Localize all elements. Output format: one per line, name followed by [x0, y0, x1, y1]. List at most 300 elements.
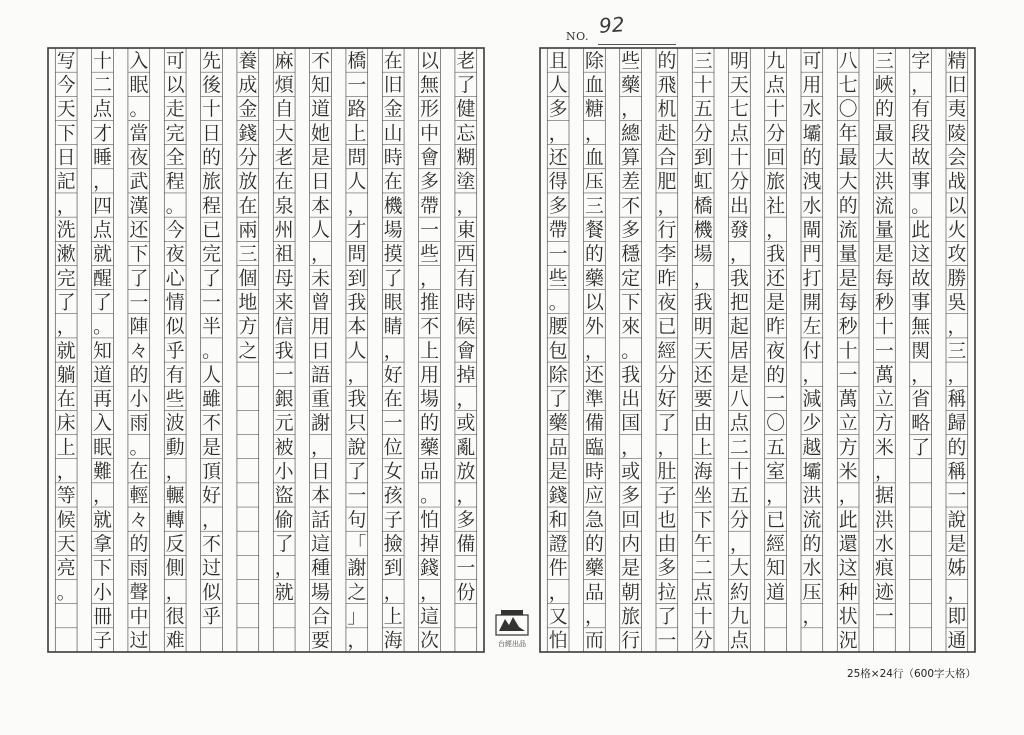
handwritten-char: 过 [129, 630, 149, 652]
handwritten-char: 會 [420, 147, 439, 169]
handwritten-char: 先 [202, 50, 221, 72]
handwritten-char: ， [93, 485, 112, 507]
handwritten-char: 再 [93, 389, 112, 411]
handwritten-char: 有 [456, 268, 476, 290]
handwritten-char: 陣 [129, 316, 149, 338]
handwritten-char: ， [420, 268, 439, 290]
handwritten-char: 了 [56, 292, 76, 314]
handwritten-char: 壩 [802, 461, 822, 483]
handwritten-char: 的 [657, 50, 677, 72]
handwritten-char: 要 [311, 630, 330, 652]
handwritten-char: 的 [420, 413, 439, 435]
handwritten-char: 天 [693, 340, 713, 362]
handwritten-char: 分 [693, 123, 713, 145]
handwritten-char: 夜 [129, 147, 149, 169]
handwritten-char: 聲 [129, 582, 149, 604]
handwritten-char: ， [584, 606, 604, 628]
handwritten-char: 難 [93, 461, 112, 483]
publisher-logo-icon [495, 609, 529, 637]
handwritten-char: 忘 [456, 123, 476, 145]
handwritten-char: 件 [548, 558, 568, 580]
handwritten-char: 九 [766, 50, 786, 72]
handwritten-char: 量 [874, 219, 894, 241]
handwritten-char: 等 [56, 485, 76, 507]
handwritten-char: 国 [621, 413, 641, 435]
handwritten-char: 武 [129, 171, 149, 193]
handwritten-char: 夷 [947, 99, 967, 121]
handwritten-char: 無 [911, 316, 931, 338]
handwritten-char: ， [947, 364, 967, 386]
handwritten-char: 眼 [383, 292, 403, 314]
handwritten-char: 点 [693, 582, 713, 604]
handwritten-char: 門 [802, 244, 822, 266]
handwritten-char: 事 [911, 171, 931, 193]
handwritten-char: 我 [274, 340, 294, 362]
handwritten-char: 東 [456, 219, 476, 241]
handwritten-char: 海 [693, 461, 713, 483]
handwritten-char: 肥 [657, 171, 677, 193]
handwritten-char: 流 [874, 195, 894, 217]
handwritten-char: 州 [274, 219, 294, 241]
handwritten-char: 一 [129, 292, 149, 314]
handwritten-char: 備 [456, 534, 476, 556]
handwritten-char: 行 [657, 219, 677, 241]
handwritten-char: 穩 [621, 244, 641, 266]
handwritten-char: 字 [911, 50, 931, 72]
handwritten-char: ， [383, 340, 403, 362]
handwritten-char: 可 [802, 50, 822, 72]
handwritten-char: 道 [93, 364, 112, 386]
handwritten-char: 我 [766, 244, 786, 266]
handwritten-char: 頂 [202, 461, 221, 483]
handwritten-char: 以 [420, 50, 439, 72]
handwritten-char: 合 [311, 606, 330, 628]
handwritten-char: 虹 [693, 171, 713, 193]
handwritten-char: 故 [911, 268, 931, 290]
handwritten-char: 記 [56, 171, 76, 193]
handwritten-char: 日 [56, 147, 76, 169]
handwritten-char: 問 [347, 244, 367, 266]
handwritten-char: 以 [165, 75, 185, 97]
page-number-label: NO. [566, 30, 589, 43]
handwritten-char: 冊 [93, 606, 112, 628]
handwritten-char: 似 [202, 582, 221, 604]
handwritten-char: 走 [165, 99, 185, 121]
handwritten-char: 到 [693, 147, 713, 169]
handwritten-char: 些 [420, 244, 439, 266]
handwritten-char: 天 [56, 534, 76, 556]
handwritten-char: 地 [238, 292, 258, 314]
handwritten-char: 上 [693, 437, 713, 459]
handwritten-char: 在 [274, 171, 294, 193]
handwritten-char: 此 [911, 219, 931, 241]
handwritten-char: 多 [657, 558, 677, 580]
handwritten-char: 一 [838, 364, 858, 386]
handwritten-char: 点 [93, 219, 112, 241]
handwritten-char: 橋 [693, 195, 713, 217]
handwritten-char: 漱 [56, 244, 76, 266]
handwritten-char: 開 [802, 292, 822, 314]
handwritten-char: 小 [129, 389, 149, 411]
handwritten-char: 完 [165, 123, 185, 145]
handwritten-char: 。 [93, 316, 112, 338]
handwritten-char: 下 [129, 244, 149, 266]
handwritten-char: 乎 [165, 340, 185, 362]
handwritten-char: 雨 [129, 558, 149, 580]
handwritten-char: 定 [621, 268, 641, 290]
handwritten-char: 些 [165, 389, 185, 411]
handwritten-char: 放 [238, 171, 258, 193]
handwritten-char: 多 [548, 99, 568, 121]
handwritten-char: 峽 [874, 75, 894, 97]
handwritten-char: 还 [548, 147, 568, 169]
handwritten-char: 備 [584, 413, 604, 435]
handwritten-char: 水 [874, 534, 894, 556]
handwritten-char: 場 [383, 219, 403, 241]
handwritten-char: 十 [93, 50, 112, 72]
handwritten-char: 似 [165, 316, 185, 338]
handwritten-char: 。 [129, 99, 149, 121]
handwritten-char: 来 [274, 292, 294, 314]
handwritten-char: 据 [874, 485, 894, 507]
handwritten-char: ， [947, 316, 967, 338]
handwritten-char: 下 [56, 123, 76, 145]
handwritten-char: 好 [657, 389, 677, 411]
handwritten-char: 水 [802, 195, 822, 217]
handwritten-char: ， [729, 534, 749, 556]
handwritten-char: 程 [165, 171, 185, 193]
handwritten-char: 是 [621, 558, 641, 580]
handwritten-char: 躺 [56, 364, 76, 386]
handwritten-char: 知 [93, 340, 112, 362]
handwritten-char: 十 [729, 147, 749, 169]
handwritten-char: ， [93, 171, 112, 193]
handwritten-char: 在 [238, 195, 258, 217]
handwritten-char: 社 [766, 195, 786, 217]
handwritten-char: 了 [274, 534, 294, 556]
handwritten-char: 七 [838, 75, 858, 97]
handwritten-char: 亮 [56, 558, 76, 580]
handwritten-char: 糖 [584, 99, 604, 121]
handwritten-char: 。 [56, 582, 76, 604]
handwritten-char: 摸 [383, 244, 403, 266]
handwritten-char: 大 [729, 558, 749, 580]
handwritten-char: 還 [838, 534, 858, 556]
handwritten-char: 位 [383, 437, 403, 459]
handwritten-char: 品 [420, 461, 439, 483]
handwritten-char: 八 [838, 50, 858, 72]
handwritten-char: 稱 [947, 461, 967, 483]
handwritten-char: 已 [766, 509, 786, 531]
handwritten-char: ， [657, 437, 677, 459]
handwritten-char: ， [802, 606, 822, 628]
handwritten-char: 重 [311, 389, 330, 411]
handwritten-char: 自 [274, 99, 294, 121]
handwritten-char: 痕 [874, 558, 894, 580]
handwritten-char: 也 [657, 509, 677, 531]
handwritten-char: 以 [584, 292, 604, 314]
handwritten-char: 上 [347, 123, 367, 145]
handwritten-char: 不 [621, 195, 641, 217]
handwritten-char: 下 [621, 292, 641, 314]
handwritten-char: 越 [802, 437, 822, 459]
right-page [540, 48, 975, 652]
handwritten-char: 人 [347, 340, 367, 362]
handwritten-char: 掉 [420, 534, 439, 556]
handwritten-char: 轉 [165, 509, 185, 531]
handwritten-char: 金 [383, 99, 403, 121]
handwritten-char: 天 [729, 75, 749, 97]
handwritten-char: 些 [548, 268, 568, 290]
handwritten-char: 的 [947, 437, 967, 459]
handwritten-char: 秒 [874, 292, 894, 314]
handwritten-char: 外 [584, 316, 604, 338]
handwritten-char: 偷 [274, 509, 294, 531]
handwritten-char: 立 [838, 413, 858, 435]
handwritten-char: 段 [911, 123, 931, 145]
handwritten-char: 々 [129, 509, 149, 531]
handwritten-char: 午 [693, 534, 713, 556]
handwritten-char: 已 [202, 219, 221, 241]
handwritten-char: 到 [347, 268, 367, 290]
handwritten-char: 二 [693, 558, 713, 580]
handwritten-char: 居 [729, 340, 749, 362]
handwritten-char: 麻 [274, 50, 294, 72]
handwritten-char: 点 [766, 75, 786, 97]
handwritten-char: 句 [347, 509, 367, 531]
handwritten-char: 場 [420, 389, 439, 411]
handwritten-char: 水 [802, 99, 822, 121]
handwritten-char: 十 [693, 75, 713, 97]
handwritten-char: 迹 [874, 582, 894, 604]
handwritten-char: 兩 [238, 219, 258, 241]
handwritten-char: 起 [729, 316, 749, 338]
handwritten-char: 大 [274, 123, 294, 145]
handwritten-char: 程 [202, 195, 221, 217]
handwritten-char: 是 [874, 244, 894, 266]
handwritten-char: 还 [584, 364, 604, 386]
handwritten-char: 才 [347, 219, 367, 241]
handwritten-char: 还 [129, 219, 149, 241]
handwritten-char: 五 [693, 99, 713, 121]
handwritten-char: 此 [838, 509, 858, 531]
handwritten-char: 日 [311, 171, 330, 193]
handwritten-char: 打 [802, 268, 822, 290]
handwritten-char: ， [693, 268, 713, 290]
handwritten-char: 上 [383, 606, 403, 628]
handwritten-char: 心 [165, 268, 185, 290]
handwritten-char: 藥 [548, 413, 568, 435]
handwritten-char: 怕 [548, 630, 568, 652]
handwritten-char: 除 [584, 50, 604, 72]
handwritten-char: 姊 [947, 558, 967, 580]
handwritten-char: 謝 [347, 558, 367, 580]
handwritten-char: 場 [693, 244, 713, 266]
handwritten-char: 入 [129, 50, 149, 72]
handwritten-char: 完 [56, 268, 76, 290]
handwritten-char: 用 [420, 364, 439, 386]
handwritten-char: 最 [838, 147, 858, 169]
handwritten-char: 本 [311, 195, 330, 217]
handwritten-char: 次 [420, 630, 439, 652]
handwritten-char: 雨 [129, 413, 149, 435]
handwritten-char: 明 [729, 50, 749, 72]
handwritten-char: 在 [383, 171, 403, 193]
handwritten-char: 說 [947, 509, 967, 531]
handwritten-char: 最 [874, 123, 894, 145]
handwritten-char: 場 [311, 582, 330, 604]
handwritten-char: 了 [911, 437, 931, 459]
handwritten-char: 即 [947, 606, 967, 628]
handwritten-char: 出 [621, 389, 641, 411]
handwritten-char: 方 [874, 413, 894, 435]
handwritten-char: 拿 [93, 534, 112, 556]
handwritten-char: 每 [838, 292, 858, 314]
handwritten-char: 閘 [802, 219, 822, 241]
handwritten-char: 肚 [657, 461, 677, 483]
handwritten-char: 。 [621, 340, 641, 362]
handwritten-char: 通 [947, 630, 967, 652]
handwritten-char: 的 [766, 364, 786, 386]
handwritten-char: 还 [766, 268, 786, 290]
handwritten-char: 到 [383, 558, 403, 580]
handwritten-char: 洗 [56, 219, 76, 241]
handwritten-char: 飛 [657, 75, 677, 97]
handwritten-char: 知 [766, 558, 786, 580]
handwritten-char: ， [165, 461, 185, 483]
handwritten-char: 旧 [947, 75, 967, 97]
handwritten-char: 旧 [383, 75, 403, 97]
grid-specification: 25格×24行（600字大格） [846, 668, 976, 680]
handwritten-char: 洩 [802, 171, 822, 193]
handwritten-char: 少 [802, 413, 822, 435]
handwritten-char: 人 [311, 219, 330, 241]
handwritten-char: 洪 [802, 485, 822, 507]
handwritten-char: 省 [911, 389, 931, 411]
handwritten-char: 三 [874, 50, 894, 72]
handwritten-char: 眠 [129, 75, 149, 97]
handwritten-char: 要 [693, 389, 713, 411]
handwritten-char: 是 [947, 534, 967, 556]
handwritten-char: 藥 [420, 437, 439, 459]
handwritten-char: 金 [238, 99, 258, 121]
handwritten-char: 她 [311, 123, 330, 145]
handwritten-char: 包 [548, 340, 568, 362]
handwritten-char: ， [548, 123, 568, 145]
handwritten-char: 醒 [93, 268, 112, 290]
publisher-logo-caption: 台經出品 [498, 640, 526, 648]
handwritten-char: 大 [838, 171, 858, 193]
handwritten-char: 。 [420, 485, 439, 507]
handwritten-char: 的 [129, 364, 149, 386]
handwritten-char: 準 [584, 389, 604, 411]
handwritten-char: ， [311, 437, 330, 459]
handwritten-char: 推 [420, 292, 439, 314]
handwritten-char: 子 [383, 509, 403, 531]
handwritten-char: 不 [420, 316, 439, 338]
handwritten-char: 道 [311, 99, 330, 121]
handwritten-char: ， [766, 219, 786, 241]
handwritten-char: 人 [548, 75, 568, 97]
handwritten-char: 歸 [947, 413, 967, 435]
handwritten-char: 糊 [456, 147, 476, 169]
handwritten-char: 和 [548, 509, 568, 531]
handwritten-char: 老 [274, 147, 294, 169]
handwritten-char: ， [947, 582, 967, 604]
handwritten-char: 点 [729, 413, 749, 435]
handwritten-char: 事 [911, 292, 931, 314]
handwritten-char: 左 [802, 316, 822, 338]
handwritten-char: 急 [584, 509, 604, 531]
handwritten-char: 路 [347, 99, 367, 121]
handwritten-char: ， [56, 461, 76, 483]
handwritten-char: 分 [729, 171, 749, 193]
handwritten-char: 波 [165, 413, 185, 435]
handwritten-char: ， [420, 582, 439, 604]
handwritten-char: 种 [838, 582, 858, 604]
handwritten-char: 泉 [274, 195, 294, 217]
handwritten-char: 子 [657, 485, 677, 507]
handwritten-char: 这 [838, 558, 858, 580]
handwritten-char: 證 [548, 534, 568, 556]
handwritten-char: 付 [802, 340, 822, 362]
handwritten-char: 西 [456, 244, 476, 266]
handwritten-char: 压 [802, 582, 822, 604]
handwritten-char: 回 [766, 147, 786, 169]
handwritten-char: 流 [802, 509, 822, 531]
handwritten-char: 用 [802, 75, 822, 97]
handwritten-char: 的 [584, 244, 604, 266]
handwritten-char: 昨 [766, 316, 786, 338]
handwritten-char: 漢 [129, 195, 149, 217]
handwritten-char: 藥 [621, 75, 641, 97]
handwritten-char: 臨 [584, 437, 604, 459]
handwritten-char: 是 [766, 292, 786, 314]
handwritten-char: 未 [311, 268, 330, 290]
handwritten-char: ， [911, 364, 931, 386]
handwritten-char: 五 [729, 485, 749, 507]
handwritten-char: 女 [383, 461, 403, 483]
handwritten-char: 多 [621, 485, 641, 507]
handwritten-char: 子 [93, 630, 112, 652]
handwritten-char: 三 [693, 50, 713, 72]
handwritten-char: 就 [274, 582, 294, 604]
handwritten-char: 勝 [947, 268, 967, 290]
handwritten-char: 十 [693, 606, 713, 628]
handwritten-char: 。 [202, 340, 221, 362]
handwritten-char: 一 [347, 75, 367, 97]
handwritten-char: 多 [420, 171, 439, 193]
handwritten-char: 今 [56, 75, 76, 97]
handwritten-char: ， [456, 485, 476, 507]
handwritten-char: 十 [729, 461, 749, 483]
handwritten-char: 很 [165, 606, 185, 628]
handwritten-char: 睛 [383, 316, 403, 338]
handwritten-char: 放 [456, 461, 476, 483]
handwritten-char: 一 [383, 413, 403, 435]
handwritten-char: 夜 [165, 244, 185, 266]
handwritten-char: 的 [838, 195, 858, 217]
handwritten-char: ， [347, 630, 367, 652]
handwritten-char: 一 [347, 485, 367, 507]
handwritten-char: 來 [621, 316, 641, 338]
handwritten-char: 會 [456, 340, 476, 362]
handwritten-char: 米 [874, 437, 894, 459]
handwritten-char: 健 [456, 99, 476, 121]
handwritten-char: 壩 [802, 123, 822, 145]
handwritten-char: 候 [456, 316, 476, 338]
handwritten-char: 四 [93, 195, 112, 217]
